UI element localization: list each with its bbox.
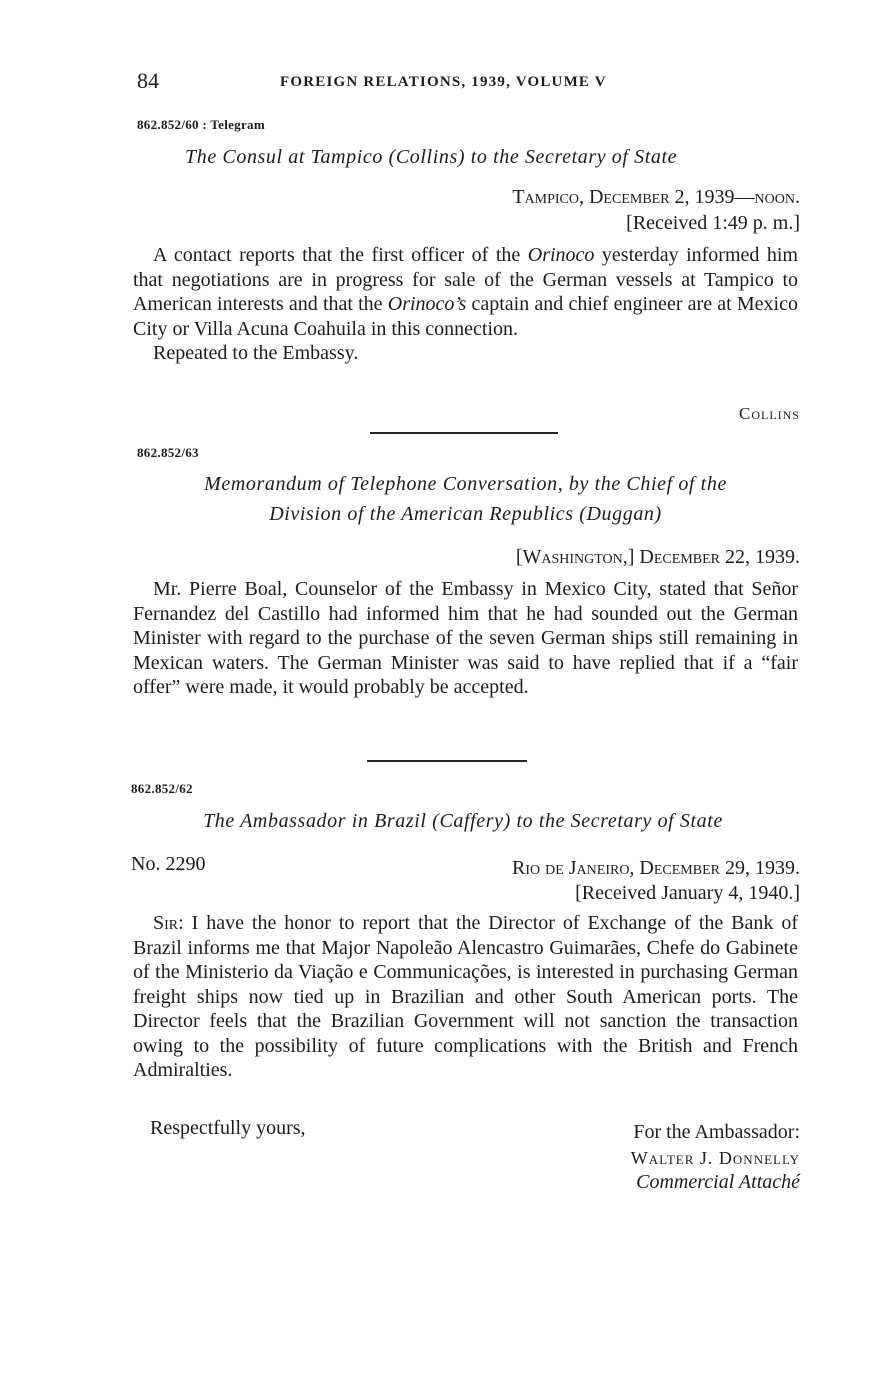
signature-1: Collins xyxy=(738,404,800,423)
dispatch-number: No. 2290 xyxy=(131,853,206,875)
document-title-1: The Consul at Tampico (Collins) to the Secretary of State xyxy=(185,146,678,168)
page-number: 84 xyxy=(137,68,159,93)
file-number-3: 862.852/62 xyxy=(131,781,193,796)
dateline-3 xyxy=(512,857,800,880)
dateline-1-text: Tampico, December 2, 1939—noon. xyxy=(512,186,800,208)
ship-name: Orinoco xyxy=(527,244,595,266)
section-divider xyxy=(367,760,527,762)
document-body-3 xyxy=(133,911,798,1083)
paragraph: Mr. Pierre Boal, Counselor of the Embassy in Mexico City, stated that Señor Fernandez del Castillo had informed him that he had sounded out the German Minister with regard to the purchase of the seven German ships still remaining in Mexican waters. The German Minister was said to have replied that if a “fair offer” were made, it would probably be accepted. xyxy=(133,578,798,698)
document-title-3: The Ambassador in Brazil (Caffery) to the Secretary of State xyxy=(203,810,723,832)
signature-3: Walter J. Donnelly xyxy=(630,1148,800,1168)
document-body-2 xyxy=(133,577,798,700)
received-1: [Received 1:49 p. m.] xyxy=(626,212,800,234)
title-line: Memorandum of Telephone Conversation, by the Chief of the xyxy=(204,473,727,495)
dateline-3-text: Rio de Janeiro, December 29, 1939. xyxy=(511,857,800,879)
file-number-2: 862.852/63 xyxy=(137,445,199,460)
received-3: [Received January 4, 1940.] xyxy=(575,882,800,904)
for-the-ambassador: For the Ambassador: xyxy=(633,1121,800,1143)
section-divider xyxy=(370,432,558,434)
ship-name: Orinoco’s xyxy=(387,293,467,315)
dateline-2-text: [Washington,] December 22, 1939. xyxy=(515,546,800,568)
running-title: FOREIGN RELATIONS, 1939, VOLUME V xyxy=(280,74,607,90)
paragraph: Repeated to the Embassy. xyxy=(153,342,359,364)
title-line: Division of the American Republics (Duggan) xyxy=(269,503,662,525)
document-title-2 xyxy=(133,469,798,529)
salutation: Sir: xyxy=(153,912,184,934)
document-body-1 xyxy=(133,243,798,366)
paragraph: Sir: I have the honor to report that the Director of Exchange of the Bank of Brazil informs me that Major Napoleão Alencastro Guimarães, Chefe do Gabinete of the Ministerio da Viação e Communicações, is interested in purchasing German freight ships now tied up in Brazilian and other South American ports. The Director feels that the Brazilian Government will not sanction the transaction owing to the possibility of future complications with the British and French Admiralties. xyxy=(133,912,798,1081)
closing: Respectfully yours, xyxy=(150,1117,306,1139)
dateline-1 xyxy=(512,186,800,209)
signer-title: Commercial Attaché xyxy=(636,1171,800,1193)
paragraph: A contact reports that the first officer of the Orinoco yesterday informed him that negotiations are in progress for sale of the German vessels at Tampico to American interests and that the Orinoco’s captain and chief engineer are at Mexico City or Villa Acuna Coahuila in this connection. xyxy=(133,244,798,340)
file-number-1: 862.852/60 : Telegram xyxy=(137,117,265,132)
dateline-2 xyxy=(516,546,800,569)
